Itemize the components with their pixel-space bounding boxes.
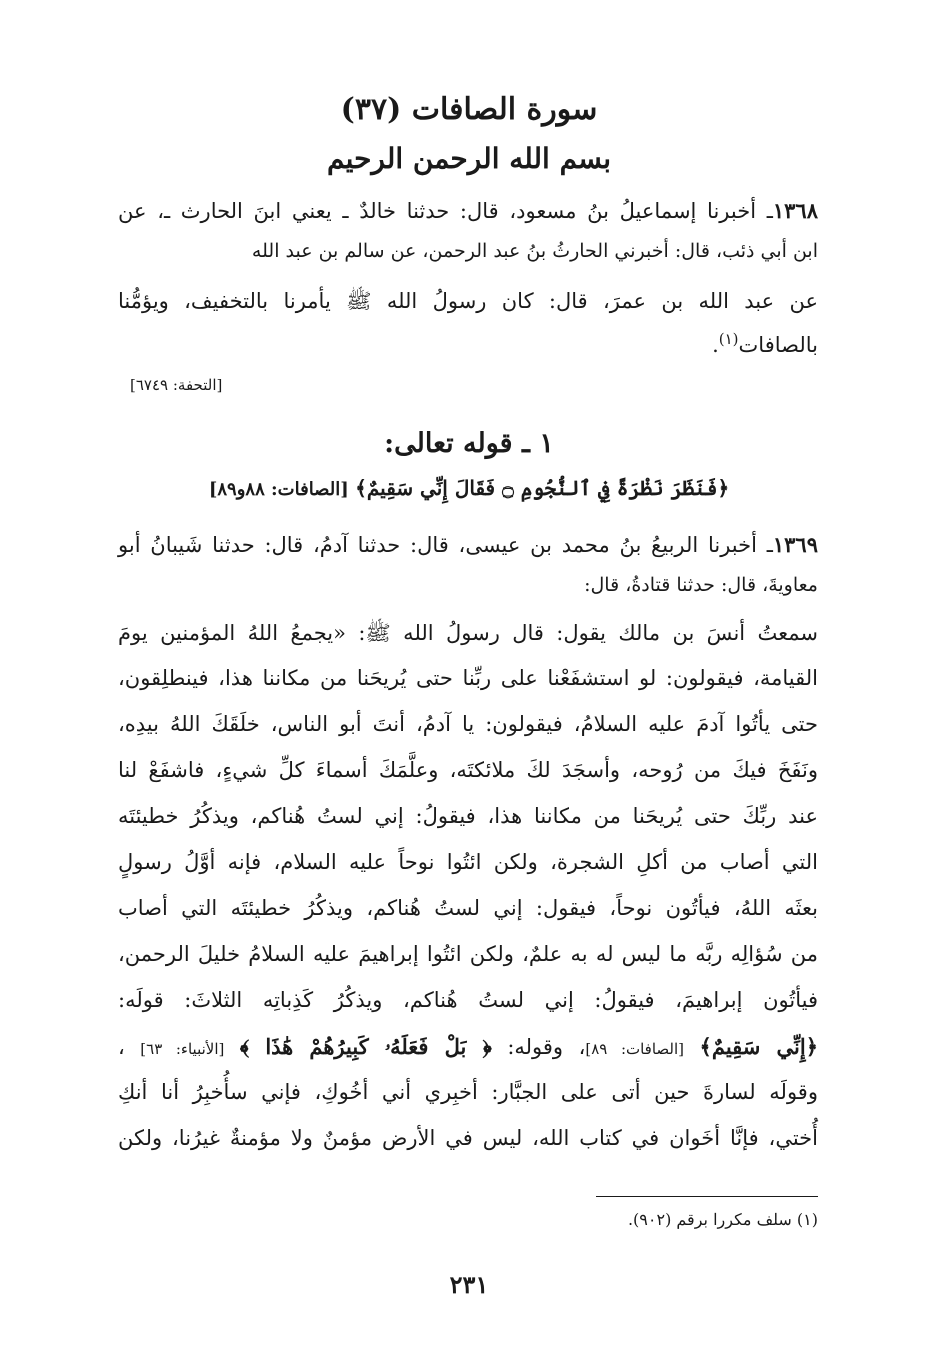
footnote-marker: (١) bbox=[718, 330, 739, 348]
hadith-1368-line-2: ابن أبي ذئب، قال: أخبرني الحارثُ بنُ عبد الرحمن، عن سالم بن عبد الله bbox=[251, 240, 818, 262]
footnote: (١) سلف مكررا برقم (٩٠٢). bbox=[627, 1210, 818, 1229]
hadith-number: ١٣٦٨ bbox=[772, 198, 818, 223]
surah-title: سورة الصافات (٣٧) bbox=[340, 92, 598, 127]
hadith-1369-body-line: أُختي، فإنَّا أخَوان في كتاب الله، ليس في الأرض مؤمنٌ ولا مؤمنةٌ غيرُنا، ولكن bbox=[118, 1126, 818, 1150]
hadith-1369-body-line: بعثَه اللهُ، فيأتُون نوحاً، فيقول: إني لستُ هُناكم، ويذكُرُ خطيئتَه التي أصاب bbox=[118, 896, 818, 920]
hadith-1369-body-line: وقولَه لسارةَ حين أتى على الجبَّار: أخبِري أني أخُوكِ، فإني سأُخبِرُ أنا أنكِ bbox=[118, 1080, 818, 1104]
verse-line: ﴿فَنَظَرَ نَظْرَةً فِي ٱلنُّجُومِ ۝ فَقَالَ إِنِّي سَقِيمٌ﴾ [الصافات: ٨٨و٨٩] bbox=[208, 476, 730, 500]
quran-verse: ﴿ بَلْ فَعَلَهُۥ كَبِيرُهُمْ هَٰذَا ﴾ bbox=[239, 1034, 492, 1059]
hadith-1369-body-line: سمعتُ أنسَ بن مالك يقول: قال رسولُ الله ﷺ: «يجمعُ اللهُ المؤمنين يومَ bbox=[118, 621, 818, 645]
tuhfa-reference: [التحفة: ٦٧٤٩] bbox=[130, 376, 223, 394]
page-number: ٢٣١ bbox=[449, 1270, 489, 1299]
hadith-1369-body-line: من سُؤالِه ربَّه ما ليس له به علمٌ، ولكن ائتُوا إبراهيمَ عليه السلامُ خليلَ الرحمن، bbox=[118, 942, 818, 966]
hadith-1369-body-line: حتى يأتُوا آدمَ عليه السلامُ، فيقولون: يا آدمُ، أنتَ أبو الناس، خلَقَكَ اللهُ بيدِه، bbox=[118, 712, 818, 736]
hadith-1369-body-line: عند ربِّكَ حتى يُريحَنا من مكاننا هذا، فيقولُ: إني لستُ هُناكم، ويذكُرُ خطيئتَه bbox=[118, 804, 818, 828]
hadith-number: ١٣٦٩ bbox=[772, 532, 818, 557]
hadith-1369-verse-line: ﴿إِنِّي سَقِيمٌ﴾ [الصافات: ٨٩]، وقوله: ﴿ بَلْ فَعَلَهُۥ كَبِيرُهُمْ هَٰذَا ﴾ [الأنبياء: ٦٣] ، bbox=[118, 1034, 819, 1059]
hadith-1369-body-line: القيامة، فيقولون: لو استشفَعْنا على ربِّنا حتى يُريحَنا من مكاننا هذا، فينطلِقون، bbox=[118, 666, 818, 690]
hadith-1369-line-1: ١٣٦٩ـ أخبرنا الربيعُ بنُ محمد بن عيسى، قال: حدثنا آدمُ، قال: حدثنا شَيبانُ أبو bbox=[118, 532, 818, 557]
hadith-1368-line-1: ١٣٦٨ـ أخبرنا إسماعيلُ بنُ مسعود، قال: حدثنا خالدٌ ـ يعني ابنَ الحارث ـ، عن bbox=[118, 198, 818, 223]
hadith-1369-body-line: التي أصاب من أكلِ الشجرة، ولكن ائتُوا نوحاً عليه السلام، فإنه أوَّلُ رسولٍ bbox=[118, 850, 818, 874]
quran-verse: فَنَظَرَ نَظْرَةً فِي ٱلنُّجُومِ ۝ فَقَالَ إِنِّي سَقِيمٌ bbox=[366, 476, 718, 500]
basmala: بسم الله الرحمن الرحيم bbox=[327, 142, 611, 175]
footnote-divider bbox=[596, 1196, 818, 1197]
verse-reference: [الصافات: ٨٩] bbox=[585, 1040, 685, 1058]
hadith-1368-line-3: عن عبد الله بن عمرَ، قال: كان رسولُ الله ﷺ يأمرنا بالتخفيف، ويؤمُّنا bbox=[118, 289, 818, 313]
verse-reference: [الأنبياء: ٦٣] bbox=[140, 1040, 225, 1058]
hadith-1369-line-2: معاويةَ، قال: حدثنا قتادةُ، قال: bbox=[584, 574, 818, 596]
section-heading: ١ ـ قوله تعالى: bbox=[384, 428, 554, 459]
quran-verse: ﴿إِنِّي سَقِيمٌ﴾ bbox=[699, 1034, 819, 1059]
hadith-1369-body-line: ونَفَخَ فيكَ من رُوحه، وأسجَدَ لكَ ملائكتَه، وعلَّمَكَ أسماءَ كلِّ شيءٍ، فاشفَعْ لنا bbox=[118, 758, 818, 782]
hadith-1369-body-line: فيأتُون إبراهيمَ، فيقولُ: إني لستُ هُناكم، ويذكُرُ كَذِباتِه الثلاثَ: قولَه: bbox=[118, 988, 818, 1012]
hadith-1368-line-4: بالصافات$^{(١)}$. bbox=[712, 330, 818, 357]
verse-reference: [الصافات: ٨٨و٨٩] bbox=[208, 479, 349, 500]
